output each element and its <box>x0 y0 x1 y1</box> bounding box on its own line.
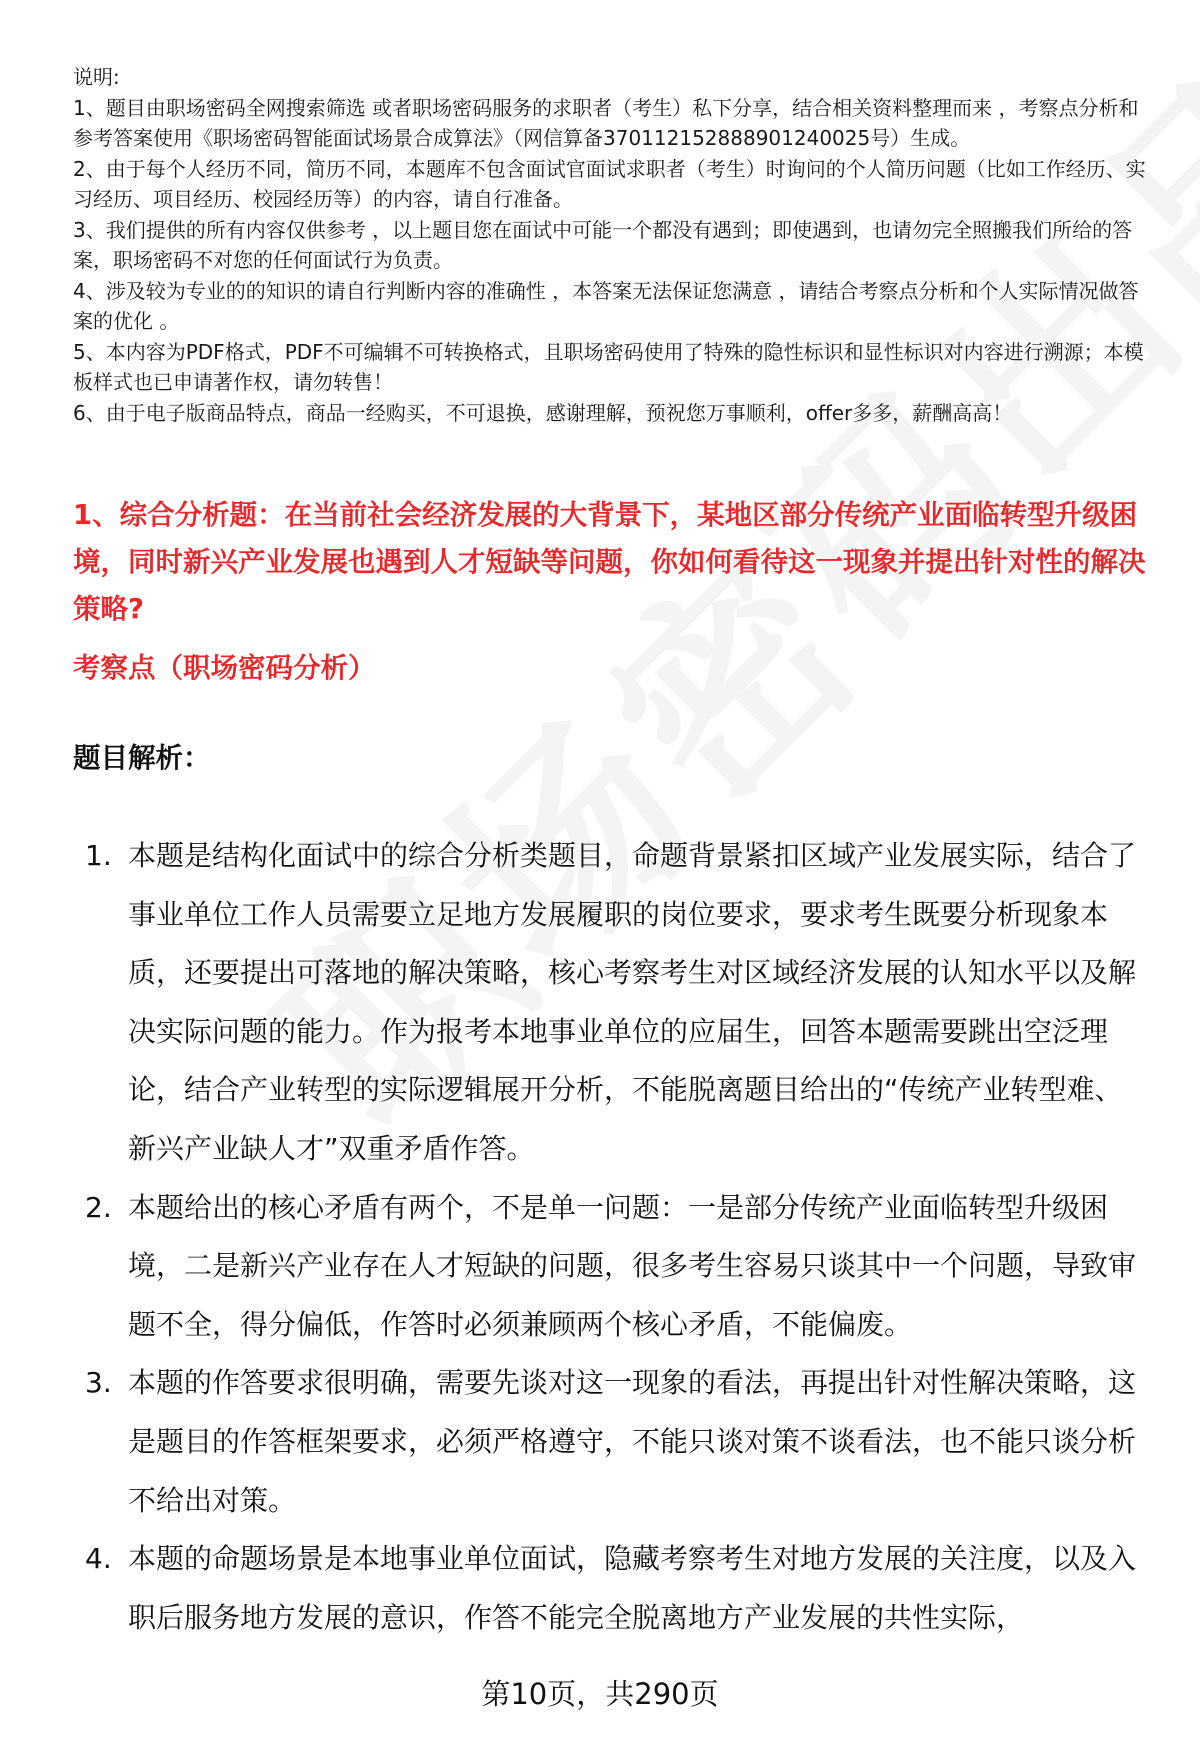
list-item <box>73 827 1148 1179</box>
list-item-text: 本题的作答要求很明确，需要先谈对这一现象的看法，再提出针对性解决策略，这是题目的作答框架要求，必须严格遵守，不能只谈对策不谈看法，也不能只谈分析不给出对策。 <box>128 1366 1137 1517</box>
list-item-text: 本题是结构化面试中的综合分析类题目，命题背景紧扣区域产业发展实际，结合了事业单位工作人员需要立足地方发展履职的岗位要求，要求考生既要分析现象本质，还要提出可落地的解决策略，核心考察考生对区域经济发展的认知水平以及解决实际问题的能力。作为报考本地事业单位的应届生，回答本题需要跳出空泛理论，结合产业转型的实际逻辑展开分析，不能脱离题目给出的“传统产业转型难、新兴产业缺人才”双重矛盾作答。 <box>128 839 1137 1165</box>
list-item-text: 本题的命题场景是本地事业单位面试，隐藏考察考生对地方发展的关注度，以及入职后服务地方发展的意识，作答不能完全脱离地方产业发展的共性实际， <box>128 1542 1137 1634</box>
list-item-number: 3. <box>85 1366 112 1400</box>
notes-item: 3、我们提供的所有内容仅供参考 ，以上题目您在面试中可能一个都没有遇到；即使遇到，也请勿完全照搬我们所给的答案，职场密码不对您的任何面试行为负责。 <box>73 217 1133 272</box>
list-item-number: 1. <box>85 839 112 872</box>
notes-section <box>73 62 1158 428</box>
notes-item: 6、由于电子版商品特点，商品一经购买，不可退换，感谢理解，预祝您万事顺利，offer多多，薪酬高高！ <box>73 400 1013 425</box>
notes-item: 1、题目由职场密码全网搜索筛选 或者职场密码服务的求职者（考生）私下分享，结合相关资料整理而来 ，考察点分析和参考答案使用《职场密码智能面试场景合成算法》（网信算备370112152888901240025号）生成。 <box>73 95 1139 150</box>
exam-point-heading: 考察点（职场密码分析） <box>73 652 376 684</box>
notes-heading: 说明: <box>73 65 120 89</box>
list-item-number: 2. <box>85 1190 112 1224</box>
list-item-number: 4. <box>85 1542 112 1576</box>
list-item <box>73 1530 1148 1647</box>
list-item <box>73 1179 1148 1355</box>
notes-item: 2、由于每个人经历不同，简历不同，本题库不包含面试官面试求职者（考生）时询问的个人简历问题（比如工作经历、实习经历、项目经历、校园经历等）的内容，请自行准备。 <box>73 156 1146 211</box>
analysis-list <box>73 827 1148 1647</box>
analysis-heading: 题目解析： <box>73 742 211 774</box>
notes-item: 5、本内容为PDF格式，PDF不可编辑不可转换格式，且职场密码使用了特殊的隐性标识和显性标识对内容进行溯源；本模板样式也已申请著作权，请勿转售！ <box>73 339 1144 394</box>
notes-item: 4、涉及较为专业的的知识的请自行判断内容的准确性 ，本答案无法保证您满意 ，请结合考察点分析和个人实际情况做答案的优化 。 <box>73 278 1139 333</box>
question-title: 1、综合分析题：在当前社会经济发展的大背景下，某地区部分传统产业面临转型升级困境，同时新兴产业发展也遇到人才短缺等问题，你如何看待这一现象并提出针对性的解决策略? <box>73 499 1146 625</box>
page-number: 第10页，共290页 <box>481 1677 719 1711</box>
list-item-text: 本题给出的核心矛盾有两个，不是单一问题：一是部分传统产业面临转型升级困境，二是新兴产业存在人才短缺的问题，很多考生容易只谈其中一个问题，导致审题不全，得分偏低，作答时必须兼顾两个核心矛盾，不能偏废。 <box>128 1190 1137 1341</box>
list-item <box>73 1354 1148 1530</box>
